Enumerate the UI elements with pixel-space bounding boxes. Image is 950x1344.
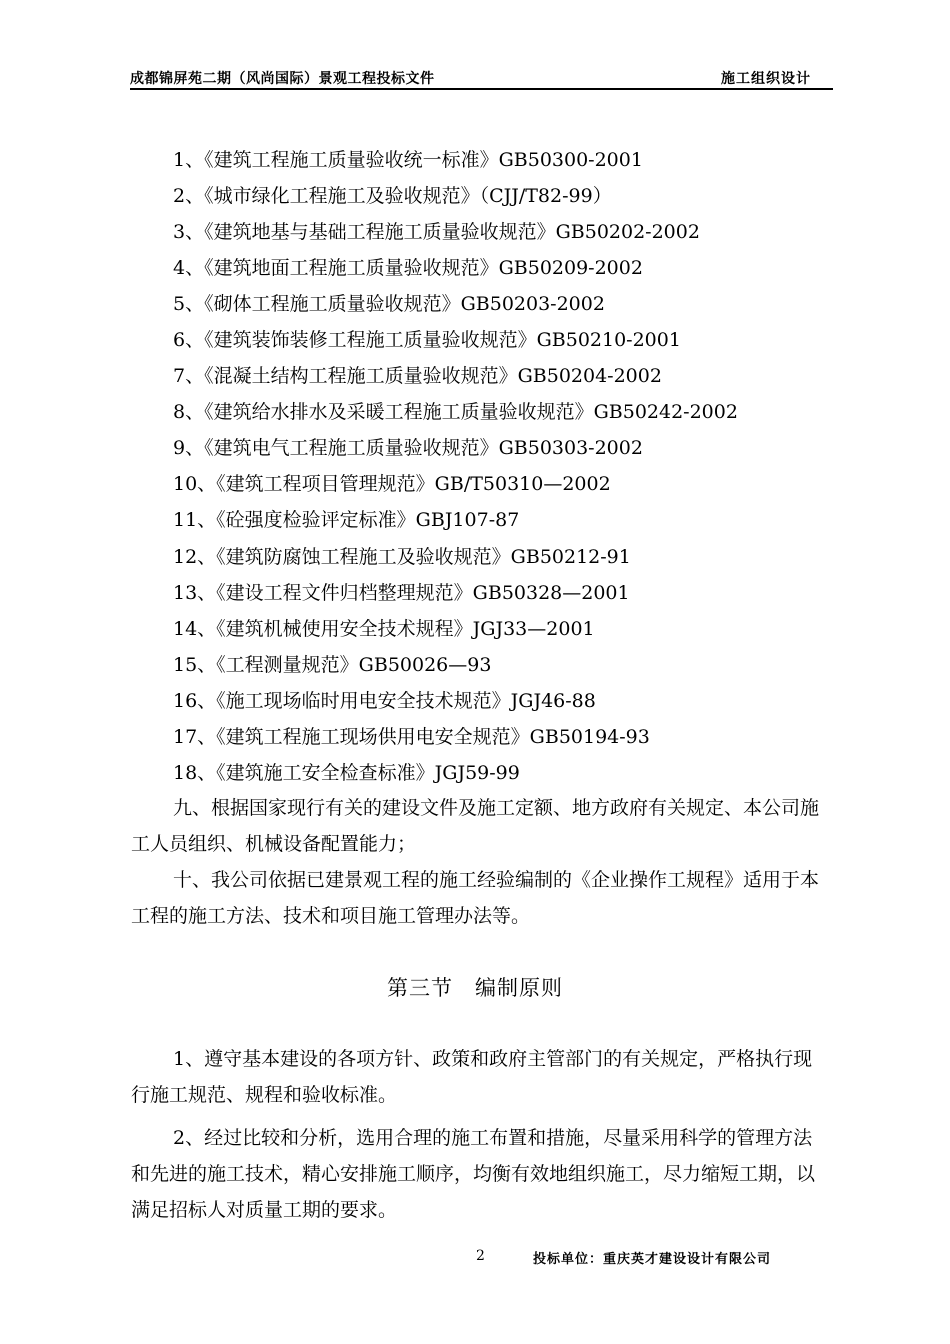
list-item: 3、《建筑地基与基础工程施工质量验收规范》GB50202-2002 xyxy=(173,221,700,244)
list-item: 7、《混凝土结构工程施工质量验收规范》GB50204-2002 xyxy=(173,365,662,388)
header-section-name: 施工组织设计 xyxy=(721,71,811,87)
list-item: 10、《建筑工程项目管理规范》GB/T50310—2002 xyxy=(173,473,611,496)
list-item: 12、《建筑防腐蚀工程施工及验收规范》GB50212-91 xyxy=(173,545,631,568)
paragraph-principle-two: 2、经过比较和分析，选用合理的施工布置和措施，尽量采用科学的管理方法和先进的施工技术，精心安排施工顺序，均衡有效地组织施工，尽力缩短工期，以满足招标人对质量工期的要求。 xyxy=(131,1127,816,1221)
list-item: 1、《建筑工程施工质量验收统一标准》GB50300-2001 xyxy=(173,149,643,171)
list-item: 6、《建筑装饰装修工程施工质量验收规范》GB50210-2001 xyxy=(173,329,681,352)
standards-list xyxy=(173,142,738,791)
page-number: 2 xyxy=(476,1248,485,1264)
paragraph-basis-ten: 十、我公司依据已建景观工程的施工经验编制的《企业操作工规程》适用于本工程的施工方法、技术和项目施工管理办法等。 xyxy=(131,869,820,927)
list-item: 11、《砼强度检验评定标准》GBJ107-87 xyxy=(173,509,520,532)
list-item: 4、《建筑地面工程施工质量验收规范》GB50209-2002 xyxy=(173,257,643,280)
list-item: 16、《施工现场临时用电安全技术规范》JGJ46-88 xyxy=(173,689,596,712)
section-title: 第三节 编制原则 xyxy=(387,976,563,1000)
header-document-title: 成都锦屏苑二期（风尚国际）景观工程投标文件 xyxy=(130,71,435,87)
list-item: 17、《建筑工程施工现场供用电安全规范》GB50194-93 xyxy=(173,725,650,748)
list-item: 15、《工程测量规范》GB50026—93 xyxy=(173,653,492,676)
page-header xyxy=(130,66,833,90)
paragraph-principle-one: 1、遵守基本建设的各项方针、政策和政府主管部门的有关规定，严格执行现行施工规范、规程和验收标准。 xyxy=(131,1048,813,1106)
list-item: 9、《建筑电气工程施工质量验收规范》GB50303-2002 xyxy=(173,437,643,460)
list-item: 2、《城市绿化工程施工及验收规范》（CJJ/T82-99） xyxy=(173,185,612,208)
list-item: 8、《建筑给水排水及采暖工程施工质量验收规范》GB50242-2002 xyxy=(173,401,738,424)
page-footer xyxy=(0,1248,950,1268)
list-item: 5、《砌体工程施工质量验收规范》GB50203-2002 xyxy=(173,293,605,316)
list-item: 18、《建筑施工安全检查标准》JGJ59-99 xyxy=(173,761,520,784)
footer-company: 投标单位：重庆英才建设设计有限公司 xyxy=(533,1252,772,1267)
paragraph-basis-nine: 九、根据国家现行有关的建设文件及施工定额、地方政府有关规定、本公司施工人员组织、机械设备配置能力； xyxy=(131,797,820,855)
list-item: 14、《建筑机械使用安全技术规程》JGJ33—2001 xyxy=(173,617,595,640)
list-item: 13、《建设工程文件归档整理规范》GB50328—2001 xyxy=(173,581,630,604)
